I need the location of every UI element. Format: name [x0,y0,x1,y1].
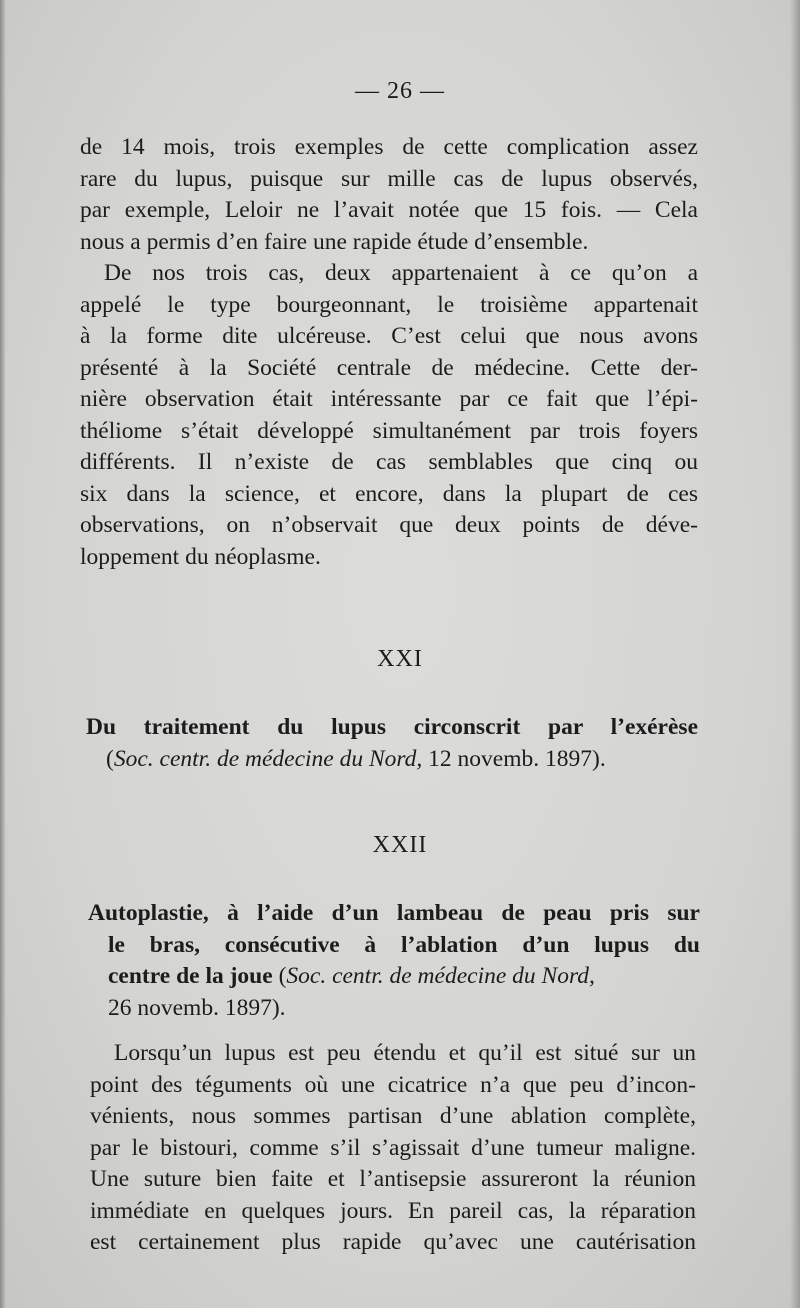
text-line: appelé le type bourgeonnant, le troisième appartenait [80,291,698,318]
text-line: nière observation était intéressante par ce fait que l’épi- [80,386,698,412]
reference-open-paren: ( [272,963,287,989]
text-line: nous a permis d’en faire une rapide étude d’ensemble. [80,228,589,255]
final-paragraph [90,1038,696,1259]
reference-date: 12 novemb. 1897). [422,745,606,772]
text-line: Une suture bien faite et l’antisepsie assureront la réunion [90,1166,696,1192]
text-line: De nos trois cas, deux appartenaient à ce qu’on a [104,260,698,286]
text-line: immédiate en quelques jours. En pareil cas, la réparation [90,1197,696,1224]
text-line: loppement du néoplasme. [80,543,321,570]
section-numeral-xxii: XXII [372,832,428,858]
text-line: par le bistouri, comme s’il s’agissait d’une tumeur maligne. [90,1134,696,1161]
section-xxii-title-line [88,961,700,993]
text-line: vénients, nous sommes partisan d’une ablation complète, [90,1103,696,1129]
text-line: par exemple, Leloir ne l’avait notée que 15 fois. — Cela [80,197,698,223]
section-xxii-heading [88,898,700,1024]
second-paragraph [80,258,698,573]
section-xxii-reference-date: 26 novemb. 1897). [108,994,286,1021]
text-line: rare du lupus, puisque sur mille cas de lupus observés, [80,165,698,192]
text-line: à la forme dite ulcéreuse. C’est celui que nous avons [80,323,698,349]
text-line: six dans la science, et encore, dans la plupart de ces [80,480,698,507]
text-line: différents. Il n’existe de cas semblables que cinq ou [80,449,698,475]
section-numeral-xxi: XXI [377,646,423,672]
reference-source: Soc. centr. de médecine du Nord, [113,745,423,772]
section-xxi-reference [86,744,698,776]
section-xxii-title-line: Autoplastie, à l’aide d’un lambeau de peau pris sur [88,900,700,926]
intro-paragraph [80,132,698,258]
text-line: est certainement plus rapide qu’avec une cautérisation [90,1229,696,1255]
page-number: — 26 — [355,78,445,104]
section-xxii-title-end: centre de la joue [108,963,273,989]
text-line: point des téguments où une cicatrice n’a que peu d’incon- [90,1071,696,1098]
text-line: présenté à la Société centrale de médecine. Cette der- [80,354,698,381]
section-xxii-title-line: le bras, consécutive à l’ablation d’un lupus du [108,931,700,958]
text-line: de 14 mois, trois exemples de cette complication assez [80,134,698,160]
reference-open-paren: ( [106,745,114,772]
section-xxi-heading [86,712,698,775]
text-line: Lorsqu’un lupus est peu étendu et qu’il est situé sur un [114,1040,696,1066]
text-line: théliome s’était développé simultanément par trois foyers [80,417,698,444]
reference-source: Soc. centr. de médecine du Nord, [286,963,595,989]
text-line: observations, on n’observait que deux points de déve- [80,512,698,538]
section-xxi-title: Du traitement du lupus circonscrit par l’exérèse [86,714,698,740]
